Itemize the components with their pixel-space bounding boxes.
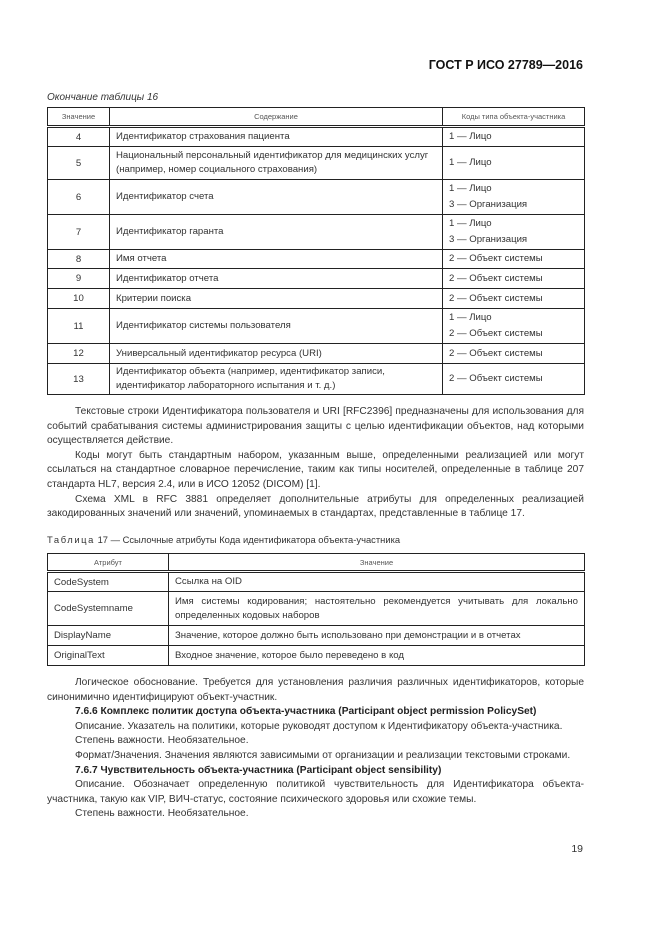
- object-type-code: 1 — Лицо: [449, 312, 492, 323]
- row-value: 11: [48, 309, 110, 344]
- object-type-code: 2 — Объект системы: [449, 253, 543, 264]
- table-row: [48, 572, 585, 592]
- row-value: 13: [48, 364, 110, 395]
- document-standard-header: ГОСТ Р ИСО 27789—2016: [428, 58, 583, 72]
- table-row: [48, 592, 585, 626]
- row-value: 10: [48, 289, 110, 309]
- row-codes: [443, 180, 585, 215]
- paragraph: Текстовые строки Идентификатора пользователя и URI [RFC2396] предназначены для использования для событий срабатывания системы администрирования защиты с целью идентификации объектов, над которыми осуществляется действие.: [47, 406, 584, 447]
- row-content: Идентификатор счета: [110, 180, 443, 215]
- table17-col-value: Значение: [169, 554, 585, 572]
- attribute-value: Имя системы кодирования; настоятельно рекомендуется учитывать для локально определенных кодовых наборов: [169, 592, 585, 626]
- row-codes: [443, 215, 585, 250]
- table-row: [48, 646, 585, 666]
- table-row: [48, 147, 585, 180]
- object-type-code: 1 — Лицо: [449, 183, 492, 194]
- table16-caption: Окончание таблицы 16: [47, 92, 159, 103]
- object-type-code: 3 — Организация: [449, 234, 528, 245]
- object-type-code: 2 — Объект системы: [449, 373, 543, 384]
- paragraph: Логическое обоснование. Требуется для установления различия различных идентификаторов, которые синонимично идентифицируют объект-участник.: [47, 677, 584, 703]
- attribute-name: DisplayName: [48, 626, 169, 646]
- paragraph: Описание. Обозначает определенную политикой чувствительность для Идентификатора объекта-участника, такую как VIP, ВИЧ-статус, состояние психического здоровья или схожие темы.: [47, 779, 584, 805]
- object-type-code: 2 — Объект системы: [449, 272, 543, 284]
- table-row: [48, 250, 585, 269]
- row-codes: [443, 250, 585, 269]
- object-type-code: 2 — Объект системы: [449, 347, 543, 359]
- object-type-code: 3 — Организация: [449, 199, 528, 210]
- table-row: [48, 269, 585, 289]
- object-type-code: 2 — Объект системы: [449, 292, 543, 304]
- row-codes: [443, 344, 585, 364]
- row-content: Идентификатор отчета: [110, 269, 443, 289]
- object-type-code: 2 — Объект системы: [449, 328, 543, 339]
- attribute-name: CodeSystem: [48, 572, 169, 592]
- attribute-value: Ссылка на OID: [169, 572, 585, 592]
- table17-caption: [47, 534, 400, 545]
- section-heading: 7.6.6 Комплекс политик доступа объекта-участника (Participant object permission PolicySet): [75, 706, 537, 718]
- table-row: [48, 127, 585, 147]
- attribute-name: OriginalText: [48, 646, 169, 666]
- table-row: [48, 215, 585, 250]
- paragraph: Степень важности. Необязательное.: [75, 808, 249, 820]
- paragraph: Схема XML в RFC 3881 определяет дополнительные атрибуты для определенных реализацией закодированных значений или значений, упоминаемых в стандартах, представленные в таблице 17.: [47, 493, 584, 520]
- row-content: Национальный персональный идентификатор для медицинских услуг (например, номер социального страхования): [110, 147, 443, 180]
- object-type-code: 1 — Лицо: [449, 157, 492, 168]
- row-content: Идентификатор системы пользователя: [110, 309, 443, 344]
- row-value: 6: [48, 180, 110, 215]
- table16-col-content: Содержание: [110, 108, 443, 127]
- table-row: [48, 309, 585, 344]
- row-content: Критерии поиска: [110, 289, 443, 309]
- row-content: Имя отчета: [110, 250, 443, 269]
- table-17: [47, 553, 585, 666]
- row-content: Идентификатор объекта (например, идентификатор записи, идентификатор лабораторного испытания и т. д.): [110, 364, 443, 395]
- page-number: 19: [571, 843, 583, 855]
- body-text-block-1: [47, 405, 584, 522]
- row-value: 7: [48, 215, 110, 250]
- attribute-name: CodeSystemname: [48, 592, 169, 626]
- row-value: 4: [48, 127, 110, 147]
- table-row: [48, 289, 585, 309]
- section-heading: 7.6.7 Чувствительность объекта-участника (Participant object sensibility): [75, 764, 442, 776]
- row-codes: [443, 127, 585, 147]
- table-row: [48, 180, 585, 215]
- row-content: Универсальный идентификатор ресурса (URI): [110, 344, 443, 364]
- row-codes: [443, 147, 585, 180]
- row-content: Идентификатор гаранта: [110, 215, 443, 250]
- table-row: [48, 626, 585, 646]
- paragraph: Формат/Значения. Значения являются зависимыми от организации и реализации текстовыми строками.: [75, 749, 571, 761]
- body-text-block-2: [47, 676, 584, 822]
- table-row: [48, 344, 585, 364]
- paragraph: Описание. Указатель на политики, которые руководят доступом к Идентификатору объекта-участника.: [75, 720, 563, 732]
- row-value: 9: [48, 269, 110, 289]
- table16-header-row: [48, 108, 585, 127]
- table17-caption-label: Таблица: [47, 534, 95, 545]
- paragraph: Степень важности. Необязательное.: [75, 735, 249, 747]
- paragraph: Коды могут быть стандартным набором, указанным выше, определенными реализацией или могут ссылаться на стандартное словарное перечисление, таким как типы носителей, определенные в таблице 207 стандарта HL7, версия 2.4, или в ИСО 12052 (DICOM) [1].: [47, 449, 584, 490]
- table17-col-attribute: Атрибут: [48, 554, 169, 572]
- row-codes: [443, 269, 585, 289]
- object-type-code: 1 — Лицо: [449, 131, 492, 142]
- table17-caption-text: 17 — Ссылочные атрибуты Кода идентификатора объекта-участника: [94, 534, 401, 545]
- row-value: 12: [48, 344, 110, 364]
- row-codes: [443, 309, 585, 344]
- table16-col-codes: Коды типа объекта-участника: [443, 108, 585, 127]
- row-value: 5: [48, 147, 110, 180]
- table-16: [47, 107, 585, 395]
- row-content: Идентификатор страхования пациента: [110, 127, 443, 147]
- object-type-code: 1 — Лицо: [449, 218, 492, 229]
- attribute-value: Значение, которое должно быть использовано при демонстрации и в отчетах: [169, 626, 585, 646]
- table16-col-value: Значение: [48, 108, 110, 127]
- row-codes: [443, 289, 585, 309]
- table17-header-row: [48, 554, 585, 572]
- row-codes: [443, 364, 585, 395]
- row-value: 8: [48, 250, 110, 269]
- attribute-value: Входное значение, которое было переведено в код: [169, 646, 585, 666]
- table-row: [48, 364, 585, 395]
